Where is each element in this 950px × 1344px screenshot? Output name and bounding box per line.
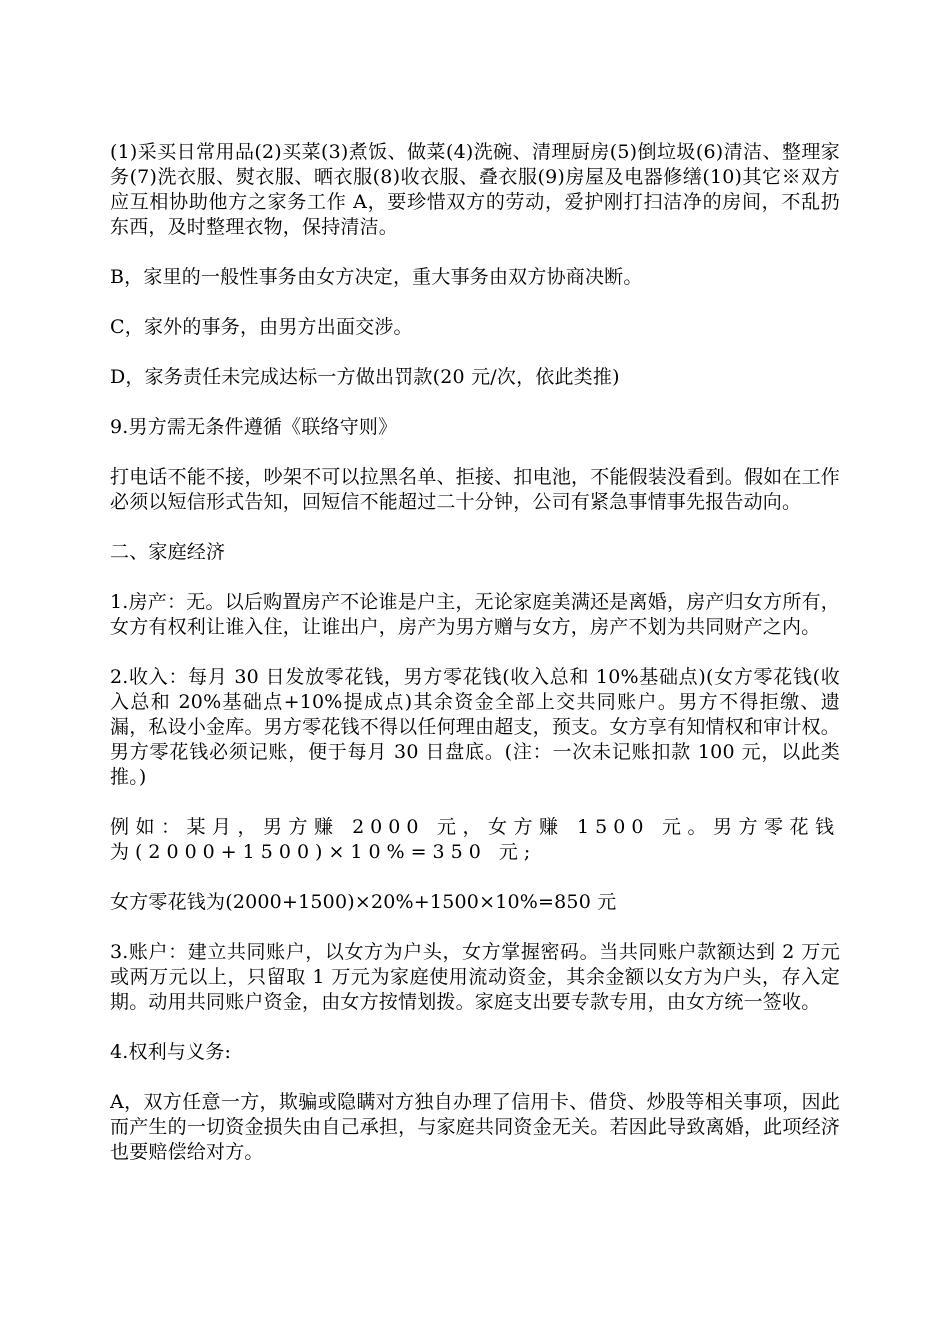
contact-rules-heading: 9.男方需无条件遵循《联络守则》 bbox=[110, 416, 398, 438]
external-affairs-paragraph: C，家外的事务，由男方出面交涉。 bbox=[110, 316, 413, 338]
income-paragraph: 2.收入：每月 30 日发放零花钱，男方零花钱(收入总和 10%基础点)(女方零花钱(收入总和 20%基础点+10%提成点)其余资金全部上交共同账户。男方不得拒缴、遗漏，私设小金库。男方零花钱不得以任何理由超支，预支。女方享有知情权和审计权。男方零花钱必须记账，便于每月 30 日盘底。(注：一次未记账扣款 100 元，以此类推。) bbox=[110, 666, 840, 788]
rights-duties-paragraph: A，双方任意一方，欺骗或隐瞒对方独自办理了信用卡、借贷、炒股等相关事项，因此而产生的一切资金损失由自己承担，与家庭共同资金无关。若因此导致离婚，此项经济也要赔偿给对方。 bbox=[110, 1091, 840, 1163]
chores-list-paragraph: (1)采买日常用品(2)买菜(3)煮饭、做菜(4)洗碗、清理厨房(5)倒垃圾(6)清洁、整理家务(7)洗衣服、熨衣服、晒衣服(8)收衣服、叠衣服(9)房屋及电器修缮(10)其它※双方应互相协助他方之家务工作 A，要珍惜双方的劳动，爱护刚打扫洁净的房间，不乱扔东西，及时整理衣物，保持清洁。 bbox=[110, 141, 840, 238]
female-allowance-paragraph: 女方零花钱为(2000+1500)×20%+1500×10%=850 元 bbox=[110, 891, 617, 913]
rights-duties-heading: 4.权利与义务: bbox=[110, 1041, 232, 1063]
example-paragraph: 例如：某月，男方赚 2000 元，女方赚 1500 元。男方零花钱为(2000+1500)×10%=350 元; bbox=[110, 816, 840, 863]
general-affairs-paragraph: B，家里的一般性事务由女方决定，重大事务由双方协商决断。 bbox=[110, 266, 643, 288]
section-heading-family-economy: 二、家庭经济 bbox=[110, 541, 226, 563]
document-page bbox=[110, 140, 840, 1190]
property-paragraph: 1.房产：无。以后购置房产不论谁是户主，无论家庭美满还是离婚，房产归女方所有，女方有权利让谁入住，让谁出户，房产为男方赠与女方，房产不划为共同财产之内。 bbox=[110, 591, 840, 638]
account-paragraph: 3.账户：建立共同账户，以女方为户头，女方掌握密码。当共同账户款额达到 2 万元或两万元以上，只留取 1 万元为家庭使用流动资金，其余金额以女方为户头，存入定期。动用共同账户资金，由女方按情划拨。家庭支出要专款专用，由女方统一签收。 bbox=[110, 941, 840, 1013]
contact-rules-paragraph: 打电话不能不接，吵架不可以拉黑名单、拒接、扣电池，不能假装没看到。假如在工作必须以短信形式告知，回短信不能超过二十分钟，公司有紧急事情事先报告动向。 bbox=[110, 466, 840, 513]
penalty-paragraph: D，家务责任未完成达标一方做出罚款(20 元/次，依此类推) bbox=[110, 366, 620, 388]
